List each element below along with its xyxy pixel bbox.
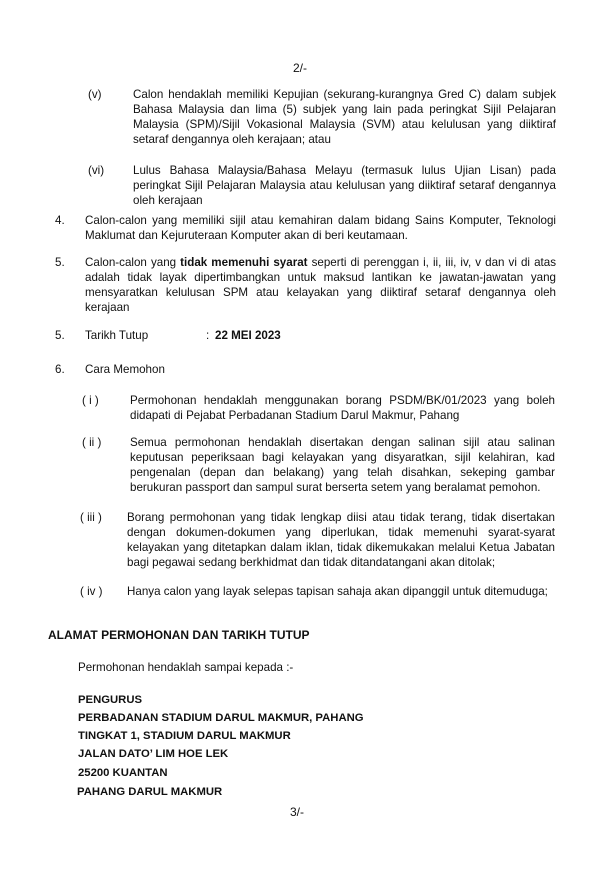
closing-date-label: Tarikh Tutup: [85, 329, 149, 342]
closing-date-separator: :: [206, 329, 210, 342]
item-label: ( iv ): [80, 585, 103, 598]
page-header-number: 2/-: [292, 61, 307, 75]
item-label: (vi): [88, 164, 105, 177]
section-number: 4.: [55, 214, 65, 227]
item-text: Hanya calon yang layak selepas tapisan sahaja akan dipanggil untuk ditemuduga;: [127, 585, 548, 598]
address-line: PAHANG DARUL MAKMUR: [77, 786, 223, 798]
closing-date-value: 22 MEI 2023: [215, 329, 281, 342]
section-number: 5.: [55, 256, 65, 269]
text-post: seperti di perenggan i, ii, iii, iv, v dan vi di atas adalah tidak layak dipertimbangkan untuk maksud lantikan ke jawatan-jawatan yang mensyaratkan kelulusan SPM atau kelayakan yang diiktiraf setaraf dengannya oleh kerajaan: [85, 256, 556, 314]
address-line: PERBADANAN STADIUM DARUL MAKMUR, PAHANG: [78, 712, 364, 724]
section-title: Cara Memohon: [85, 363, 165, 376]
text-bold: tidak memenuhi syarat: [180, 256, 308, 269]
item-label: (v): [88, 88, 102, 101]
section-number: 5.: [55, 329, 65, 342]
item-text: Semua permohonan hendaklah disertakan dengan salinan sijil atau salinan keputusan peperiksaan bagi kelayakan yang disyaratkan, sijil kelahiran, kad pengenalan (depan dan belakang) yang telah disahkan, sekeping gambar berukuran passport dan sampul surat berserta setem yang beralamat pemohon.: [130, 436, 555, 494]
address-heading: ALAMAT PERMOHONAN DAN TARIKH TUTUP: [48, 628, 310, 642]
item-label: ( i ): [82, 394, 99, 407]
text-pre: Calon-calon yang: [85, 256, 181, 269]
section-text: Calon-calon yang memiliki sijil atau kemahiran dalam bidang Sains Komputer, Teknologi Maklumat dan Kejuruteraan Komputer akan di beri keutamaan.: [85, 214, 556, 242]
address-line: TINGKAT 1, STADIUM DARUL MAKMUR: [78, 730, 291, 742]
address-line: PENGURUS: [78, 694, 143, 706]
item-text: Borang permohonan yang tidak lengkap diisi atau tidak terang, tidak disertakan dengan dokumen-dokumen yang diperlukan, tidak memenuhi syarat-syarat kelayakan yang ditetapkan dalam iklan, tidak dikemukakan melalui Ketua Jabatan bagi pegawai sedang berkhidmat dan tidak ditandatangani akan ditolak;: [127, 511, 555, 569]
address-line: JALAN DATO’ LIM HOE LEK: [78, 748, 229, 760]
item-label: ( iii ): [80, 511, 102, 524]
section-number: 6.: [55, 363, 65, 376]
address-line: 25200 KUANTAN: [78, 767, 168, 779]
item-label: ( ii ): [82, 436, 102, 449]
item-text: Calon hendaklah memiliki Kepujian (sekurang-kurangnya Gred C) dalam subjek Bahasa Malaysia dan lima (5) subjek yang lain pada peringkat Sijil Pelajaran Malaysia (SPM)/Sijil Vokasional Malaysia (SVM) atau kelulusan yang diiktiraf setaraf dengannya oleh kerajaan; atau: [133, 88, 556, 146]
section-text: [85, 255, 556, 315]
address-intro: Permohonan hendaklah sampai kepada :-: [78, 661, 294, 674]
item-text: Lulus Bahasa Malaysia/Bahasa Melayu (termasuk lulus Ujian Lisan) pada peringkat Sijil Pelajaran Malaysia atau kelulusan yang diiktiraf setaraf dengannya oleh kerajaan: [133, 164, 556, 207]
page-footer-number: 3/-: [290, 805, 305, 819]
item-text: Permohonan hendaklah menggunakan borang PSDM/BK/01/2023 yang boleh didapati di Pejabat Perbadanan Stadium Darul Makmur, Pahang: [130, 394, 555, 422]
